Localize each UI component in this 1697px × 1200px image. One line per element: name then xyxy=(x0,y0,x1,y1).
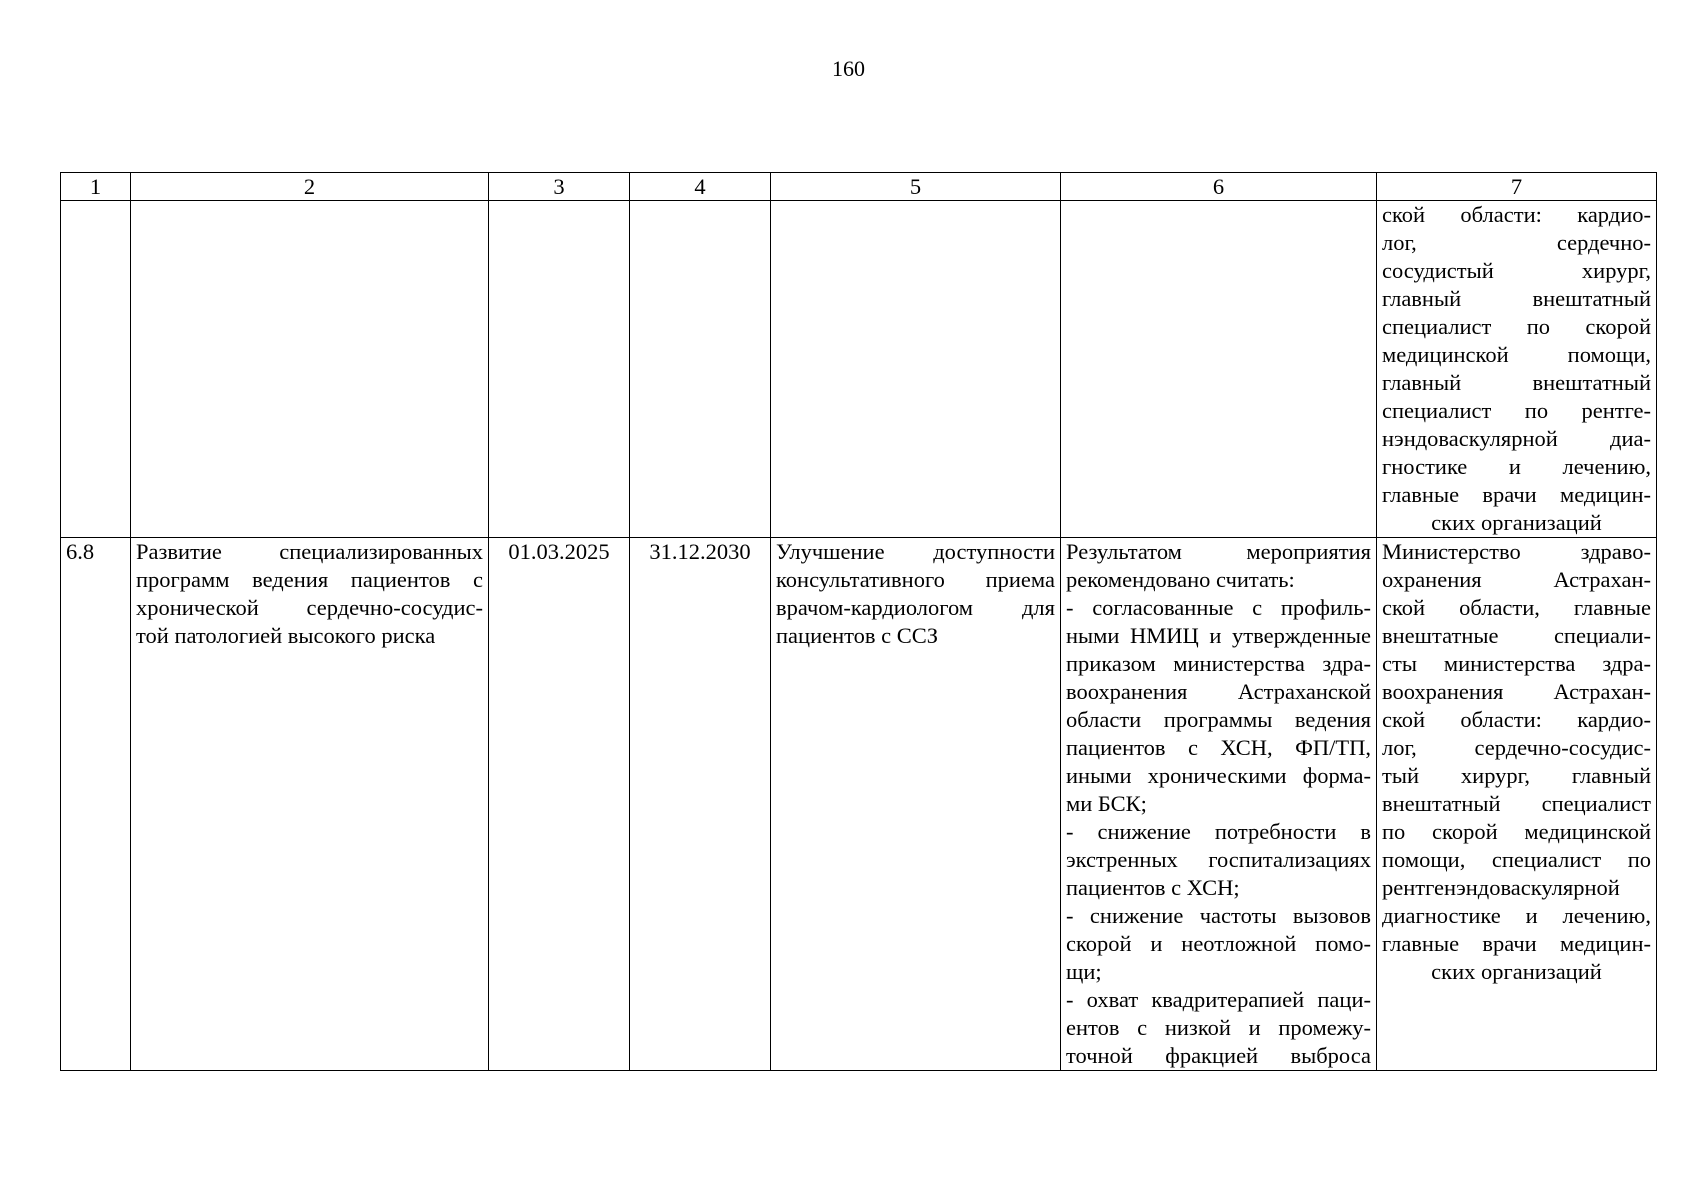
text-line: пациентов с ХСН; xyxy=(1066,875,1240,900)
continuation-cell-3 xyxy=(489,201,630,538)
column-header-4: 4 xyxy=(630,173,771,201)
text-line: помощи, специалист по xyxy=(1382,847,1651,872)
column-header-5: 5 xyxy=(771,173,1061,201)
text-line: программ ведения пациентов с xyxy=(136,567,483,592)
text-line: Результатом мероприятия xyxy=(1066,539,1371,564)
text-line: воохранения Астраханской xyxy=(1066,679,1371,704)
text-line: области программы ведения xyxy=(1066,707,1371,732)
column-number-row xyxy=(61,173,1657,201)
text-line: точной фракцией выброса xyxy=(1066,1043,1371,1068)
text-line: пациентов с ХСН, ФП/ТП, xyxy=(1066,735,1371,760)
measure-title-cell xyxy=(131,538,489,1071)
text-line: приказом министерства здра- xyxy=(1066,651,1371,676)
text-line: сосудистый хирург, xyxy=(1382,258,1651,283)
text-line: экстренных госпитализациях xyxy=(1066,847,1371,872)
text-line: по скорой медицинской xyxy=(1382,819,1651,844)
text-line: рентгенэндоваскулярной xyxy=(1382,875,1620,900)
text-line: внештатные специали- xyxy=(1382,623,1651,648)
text-line: главные врачи медицин- xyxy=(1382,931,1651,956)
end-date: 31.12.2030 xyxy=(630,538,771,1071)
text-line: воохранения Астрахан- xyxy=(1382,679,1651,704)
text-line: специалист по скорой xyxy=(1382,314,1651,339)
text-line: главные врачи медицин- xyxy=(1382,482,1651,507)
text-line: охранения Астрахан- xyxy=(1382,567,1651,592)
continuation-cell-4 xyxy=(630,201,771,538)
continuation-cell-6 xyxy=(1061,201,1377,538)
continuation-cell-5 xyxy=(771,201,1061,538)
text-line: Министерство здраво- xyxy=(1382,539,1651,564)
continuation-row xyxy=(61,201,1657,538)
text-line: ми БСК; xyxy=(1066,791,1147,816)
start-date: 01.03.2025 xyxy=(489,538,630,1071)
continuation-cell-2 xyxy=(131,201,489,538)
text-line: ской области, главные xyxy=(1382,595,1651,620)
responsible-cell xyxy=(1377,538,1657,1071)
text-line: иными хроническими форма- xyxy=(1066,763,1371,788)
column-header-1: 1 xyxy=(61,173,131,201)
text-line: консультативного приема xyxy=(776,567,1055,592)
continuation-cell-1 xyxy=(61,201,131,538)
text-line: Развитие специализированных xyxy=(136,539,483,564)
continuation-responsible-cell xyxy=(1377,201,1657,538)
text-line: пациентов с ССЗ xyxy=(776,623,939,648)
text-line: хронической сердечно-сосудис- xyxy=(136,595,483,620)
column-header-6: 6 xyxy=(1061,173,1377,201)
text-line: - согласованные с профиль- xyxy=(1066,595,1371,620)
text-line: той патологией высокого риска xyxy=(136,623,436,648)
column-header-7: 7 xyxy=(1377,173,1657,201)
text-line: специалист по рентге- xyxy=(1382,398,1651,423)
text-line: врачом-кардиологом для xyxy=(776,595,1055,620)
text-line: диагностике и лечению, xyxy=(1382,903,1651,928)
text-line: ской области: кардио- xyxy=(1382,707,1651,732)
text-line: нэндоваскулярной диа- xyxy=(1382,426,1651,451)
text-line: медицинской помощи, xyxy=(1382,342,1651,367)
text-line: - снижение частоты вызовов xyxy=(1066,903,1371,928)
text-line: - снижение потребности в xyxy=(1066,819,1371,844)
text-line: лог, сердечно-сосудис- xyxy=(1382,735,1651,760)
page-number: 160 xyxy=(832,56,865,81)
text-line: - охват квадритерапией паци- xyxy=(1066,987,1371,1012)
text-line: гностике и лечению, xyxy=(1382,454,1651,479)
text-line: ских организаций xyxy=(1431,510,1602,535)
goal-cell xyxy=(771,538,1061,1071)
row-number: 6.8 xyxy=(61,538,131,1071)
text-line: главный внештатный xyxy=(1382,286,1651,311)
text-line: Улучшение доступности xyxy=(776,539,1055,564)
text-line: ными НМИЦ и утвержденные xyxy=(1066,623,1371,648)
text-line: ентов с низкой и промежу- xyxy=(1066,1015,1371,1040)
column-header-3: 3 xyxy=(489,173,630,201)
text-line: лог, сердечно- xyxy=(1382,230,1651,255)
text-line: сты министерства здра- xyxy=(1382,651,1651,676)
text-line: главный внештатный xyxy=(1382,370,1651,395)
text-line: ской области: кардио- xyxy=(1382,202,1651,227)
text-line: ских организаций xyxy=(1431,959,1602,984)
text-line: щи; xyxy=(1066,959,1102,984)
text-line: тый хирург, главный xyxy=(1382,763,1651,788)
result-cell xyxy=(1061,538,1377,1071)
text-line: внештатный специалист xyxy=(1382,791,1651,816)
measures-table xyxy=(60,172,1657,1071)
table-row-6-8 xyxy=(61,538,1657,1071)
text-line: скорой и неотложной помо- xyxy=(1066,931,1371,956)
column-header-2: 2 xyxy=(131,173,489,201)
text-line: рекомендовано считать: xyxy=(1066,567,1295,592)
